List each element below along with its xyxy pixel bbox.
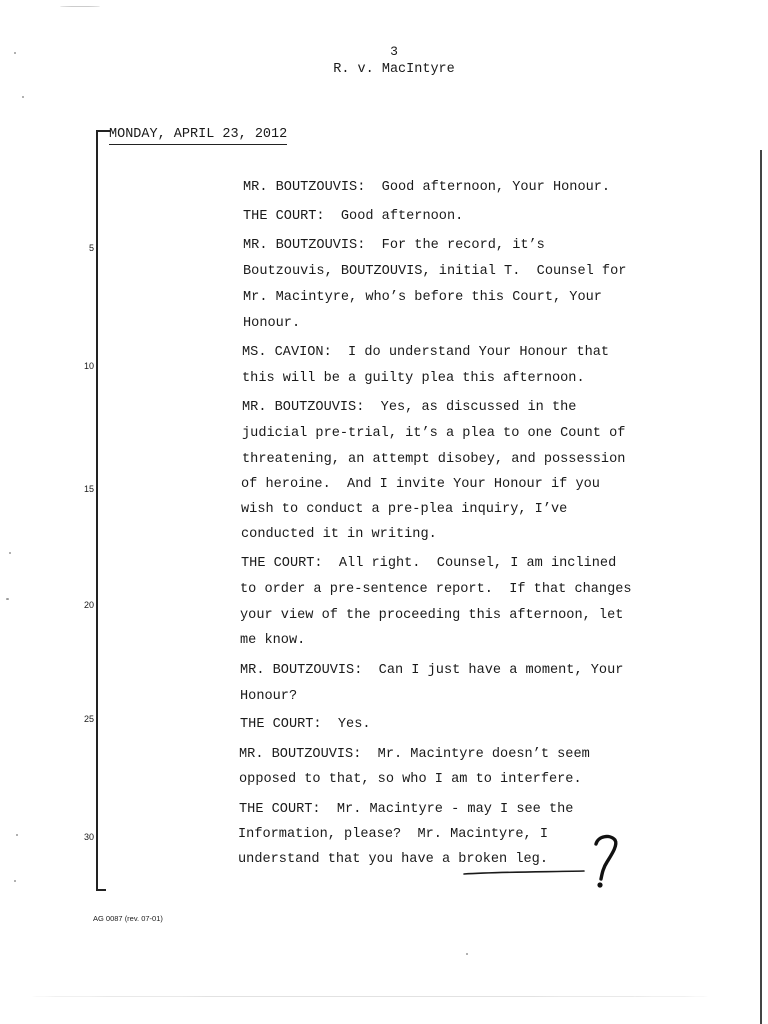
transcript-line: THE COURT: All right. Counsel, I am inclined <box>241 556 617 571</box>
line-number: 5 <box>88 243 94 253</box>
transcript-line: judicial pre-trial, it’s a plea to one Count of <box>242 426 626 441</box>
transcript-line: MR. BOUTZOUVIS: For the record, it’s <box>243 238 545 253</box>
right-page-edge <box>760 150 762 1024</box>
scan-speck <box>16 834 18 836</box>
transcript-line: your view of the proceeding this afternoon, let <box>240 608 624 623</box>
scan-speck <box>466 953 468 955</box>
scan-speck <box>60 6 100 7</box>
transcript-line: Information, please? Mr. Macintyre, I <box>238 827 548 842</box>
transcript-line: understand that you have a broken leg. <box>238 852 548 867</box>
transcript-line: wish to conduct a pre-plea inquiry, I’ve <box>241 502 568 517</box>
date-heading: MONDAY, APRIL 23, 2012 <box>109 126 287 145</box>
form-code: AG 0087 (rev. 07-01) <box>93 914 163 923</box>
line-number: 30 <box>83 832 94 842</box>
transcript-line: conducted it in writing. <box>241 527 437 542</box>
line-number: 10 <box>83 361 94 371</box>
transcript-line: Honour. <box>243 316 301 331</box>
transcript-line: threatening, an attempt disobey, and possession <box>242 452 626 467</box>
page-number: 3 <box>390 44 398 59</box>
handwritten-question-mark-icon <box>590 832 620 890</box>
transcript-line: Mr. Macintyre, who’s before this Court, Your <box>243 290 602 305</box>
scan-speck <box>22 96 24 98</box>
transcript-line: opposed to that, so who I am to interfere. <box>239 772 582 787</box>
scan-speck <box>30 996 710 997</box>
line-number: 25 <box>83 714 94 724</box>
scan-speck <box>9 552 11 554</box>
transcript-line: Boutzouvis, BOUTZOUVIS, initial T. Counsel for <box>243 264 627 279</box>
transcript-line: MR. BOUTZOUVIS: Yes, as discussed in the <box>242 400 577 415</box>
case-title: R. v. MacIntyre <box>333 62 455 77</box>
transcript-line: THE COURT: Good afternoon. <box>243 209 464 224</box>
transcript-line: THE COURT: Yes. <box>240 717 371 732</box>
scan-speck <box>14 880 16 882</box>
transcript-line: MS. CAVION: I do understand Your Honour that <box>242 345 610 360</box>
line-number: 20 <box>83 600 94 610</box>
transcript-line: me know. <box>240 633 306 648</box>
line-number: 15 <box>83 484 94 494</box>
transcript-line: to order a pre-sentence report. If that changes <box>240 582 632 597</box>
transcript-line: MR. BOUTZOUVIS: Good afternoon, Your Honour. <box>243 180 611 195</box>
handwritten-underline <box>462 868 588 878</box>
scan-speck <box>6 598 9 600</box>
transcript-line: MR. BOUTZOUVIS: Mr. Macintyre doesn’t seem <box>239 747 590 762</box>
transcript-line: MR. BOUTZOUVIS: Can I just have a moment, Your <box>240 663 624 678</box>
transcript-line: of heroine. And I invite Your Honour if you <box>241 477 600 492</box>
margin-rule-top-tick <box>96 130 110 132</box>
left-margin-rule <box>96 130 98 890</box>
margin-rule-bottom-tick <box>96 889 106 891</box>
transcript-line: Honour? <box>240 689 298 704</box>
scan-speck <box>14 52 16 54</box>
transcript-line: THE COURT: Mr. Macintyre - may I see the <box>239 802 574 817</box>
transcript-line: this will be a guilty plea this afternoon. <box>242 371 585 386</box>
